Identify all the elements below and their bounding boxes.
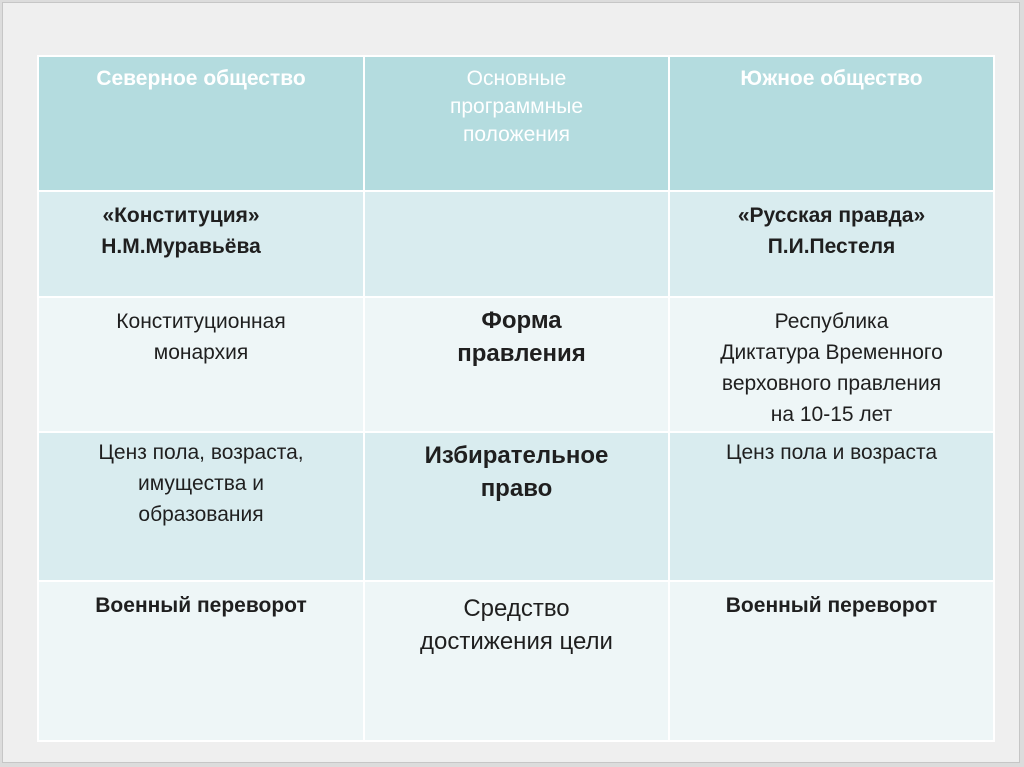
south-suffrage-cell <box>669 432 994 581</box>
header-north-label: Северное общество <box>96 67 306 90</box>
comparison-table <box>37 55 995 742</box>
north-sources-cell <box>38 191 364 297</box>
table-header-row <box>38 56 994 191</box>
south-means-text: Военный переворот <box>725 594 938 617</box>
north-suffrage-cell <box>38 432 364 581</box>
table-row-suffrage <box>38 432 994 581</box>
table-row-government-form <box>38 297 994 432</box>
middle-suffrage-cell <box>364 432 669 581</box>
middle-government-form-text: Форма правления <box>457 307 586 367</box>
south-means-cell <box>669 581 994 741</box>
header-north-cell <box>38 56 364 191</box>
table-row-sources <box>38 191 994 297</box>
north-means-cell <box>38 581 364 741</box>
middle-suffrage-text: Избирательное право <box>424 442 609 502</box>
north-sources-text: «Конституция» Н.М.Муравьёва <box>101 204 261 258</box>
south-sources-text: «Русская правда» П.И.Пестеля <box>737 204 926 258</box>
south-government-form-cell <box>669 297 994 432</box>
middle-sources-cell <box>364 191 669 297</box>
header-middle-cell <box>364 56 669 191</box>
north-suffrage-text: Ценз пола, возраста, имущества и образования <box>98 441 304 526</box>
middle-government-form-cell <box>364 297 669 432</box>
slide <box>2 2 1020 763</box>
header-south-label: Южное общество <box>740 67 923 90</box>
middle-means-text: Средство достижения цели <box>420 595 613 655</box>
header-south-cell <box>669 56 994 191</box>
south-government-form-text: Республика Диктатура Временного верховного правления на 10-15 лет <box>720 310 943 426</box>
south-sources-cell <box>669 191 994 297</box>
header-middle-label: Основные программные положения <box>450 67 583 146</box>
north-government-form-text: Конституционная монархия <box>116 310 286 364</box>
north-means-text: Военный переворот <box>95 594 307 617</box>
north-government-form-cell <box>38 297 364 432</box>
south-suffrage-text: Ценз пола и возраста <box>725 441 938 464</box>
middle-means-cell <box>364 581 669 741</box>
table-row-means <box>38 581 994 741</box>
